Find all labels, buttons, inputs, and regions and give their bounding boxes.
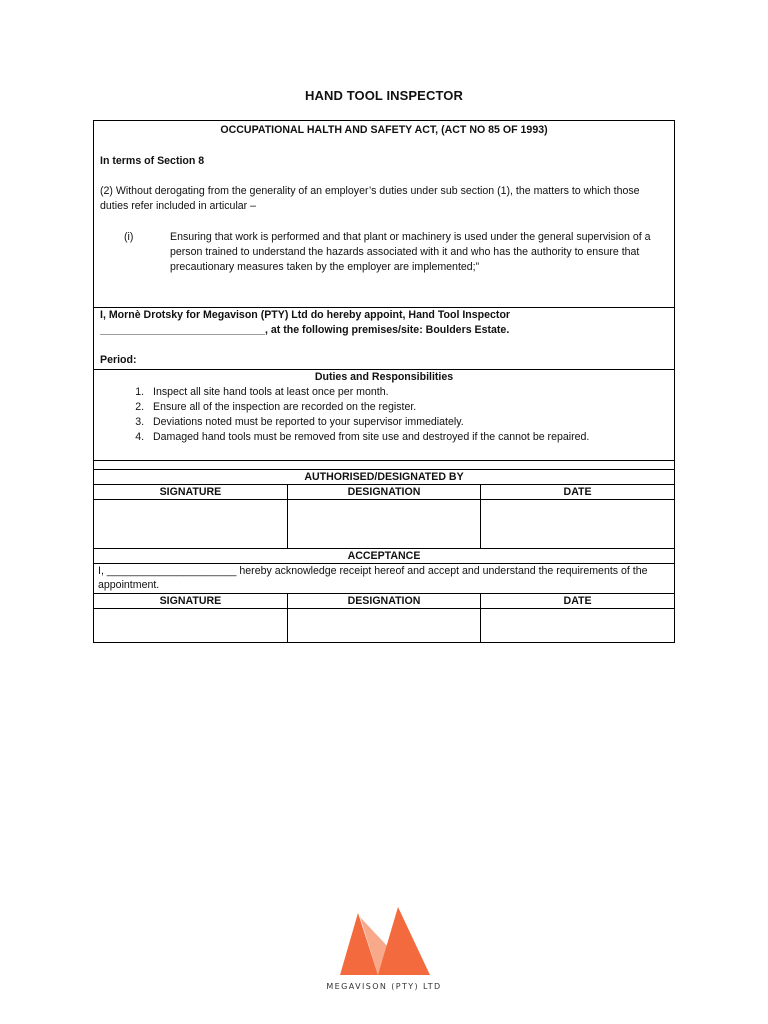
authorised-heading: AUTHORISED/DESIGNATED BY bbox=[94, 470, 674, 485]
authorised-date-header: DATE bbox=[481, 485, 674, 500]
act-item bbox=[100, 230, 668, 275]
spacer-row bbox=[94, 461, 674, 470]
brand-name: MEGAVISON (PTY) LTD bbox=[326, 982, 442, 991]
appointment-line-1: I, Mornè Drotsky for Megavison (PTY) Ltd do hereby appoint, Hand Tool Inspector bbox=[100, 309, 511, 321]
authorised-designation-header: DESIGNATION bbox=[287, 485, 480, 500]
acceptance-table bbox=[94, 549, 674, 642]
list-item: 2. Ensure all of the inspection are recorded on the register. bbox=[147, 400, 668, 415]
act-item-text: Ensuring that work is performed and that plant or machinery is used under the general supervision of a person trained to understand the hazards associated with it and who has the authority to ensure that precautionary measures taken by the employer are implemented;” bbox=[170, 231, 651, 273]
list-item: 4. Damaged hand tools must be removed from site use and destroyed if the cannot be repaired. bbox=[147, 430, 668, 445]
acceptance-date-header: DATE bbox=[481, 594, 674, 609]
duties-heading: Duties and Responsibilities bbox=[314, 371, 454, 383]
duties-section bbox=[94, 370, 674, 461]
appointment-form bbox=[93, 120, 675, 643]
acceptance-text: I, ______________________ hereby acknowledge receipt hereof and accept and understand the requirements of the appointment. bbox=[94, 564, 674, 594]
authorised-date-field[interactable] bbox=[481, 500, 674, 549]
acceptance-designation-field[interactable] bbox=[287, 609, 480, 643]
appointment-section bbox=[94, 308, 674, 370]
appointment-line-2: ____________________________, at the following premises/site: Boulders Estate. bbox=[100, 324, 510, 336]
acceptance-heading: ACCEPTANCE bbox=[94, 549, 674, 564]
acceptance-signature-field[interactable] bbox=[94, 609, 287, 643]
act-heading: OCCUPATIONAL HALTH AND SAFETY ACT, (ACT NO 85 OF 1993) bbox=[220, 124, 548, 136]
list-item: 3. Deviations noted must be reported to your supervisor immediately. bbox=[147, 415, 668, 430]
acceptance-date-field[interactable] bbox=[481, 609, 674, 643]
authorised-signature-header: SIGNATURE bbox=[94, 485, 287, 500]
period-label: Period: bbox=[100, 354, 137, 366]
acceptance-section bbox=[94, 549, 674, 642]
authorised-section bbox=[94, 470, 674, 549]
acceptance-designation-header: DESIGNATION bbox=[287, 594, 480, 609]
acceptance-signature-header: SIGNATURE bbox=[94, 594, 287, 609]
logo-right-leg bbox=[378, 907, 430, 975]
list-item: 1. Inspect all site hand tools at least once per month. bbox=[147, 385, 668, 400]
duties-list bbox=[100, 385, 668, 445]
authorised-designation-field[interactable] bbox=[287, 500, 480, 549]
act-section-label: In terms of Section 8 bbox=[100, 155, 205, 167]
act-paragraph: (2) Without derogating from the generality of an employer’s duties under sub section (1), the matters to which those duties refer included in articular – bbox=[100, 185, 640, 212]
page-title: HAND TOOL INSPECTOR bbox=[305, 88, 463, 103]
act-item-number: (i) bbox=[124, 231, 134, 243]
megavison-logo-icon bbox=[330, 905, 442, 983]
authorised-table bbox=[94, 470, 674, 548]
authorised-signature-field[interactable] bbox=[94, 500, 287, 549]
act-section bbox=[94, 121, 674, 308]
